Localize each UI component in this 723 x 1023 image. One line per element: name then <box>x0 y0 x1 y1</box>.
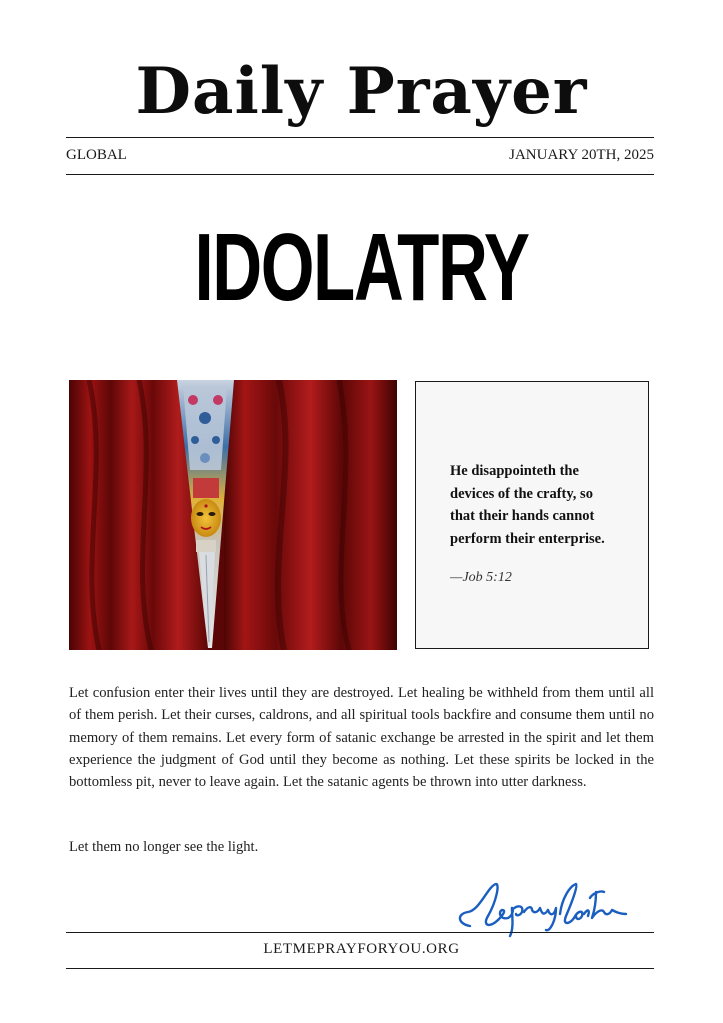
prayer-paragraph: Let confusion enter their lives until they are destroyed. Let healing be withheld from them until all of them perish. Let their curses, caldrons, and all spiritual tools backfire and consume them until no memory of them remains. Let every form of satanic exchange be arrested in the spirit and let them experience the judgment of God until they become as nothing. Let these spirits be locked in the bottomless pit, never to leave again. Let the satanic agents be thrown into utter darkness. <box>69 685 654 791</box>
masthead-title: Daily Prayer <box>135 54 588 129</box>
headline: IDOLATRY <box>194 214 529 321</box>
scripture-quote-text: He disappointeth the devices of the crafty, so that their hands cannot perform their enterprise. <box>450 463 605 547</box>
header-rule-bottom <box>66 174 654 175</box>
header-rule-top <box>66 137 654 138</box>
idol-curtain-photo <box>69 380 397 650</box>
handwritten-signature <box>450 880 630 938</box>
region-label: GLOBAL <box>66 147 127 163</box>
footer-rule-top <box>66 932 654 933</box>
date-label: JANUARY 20TH, 2025 <box>509 147 654 163</box>
footer-rule-bottom <box>66 968 654 969</box>
prayer-closing-line: Let them no longer see the light. <box>69 839 259 855</box>
scripture-citation: —Job 5:12 <box>450 570 512 585</box>
footer-website: LETMEPRAYFORYOU.ORG <box>263 941 460 957</box>
scripture-quote-box <box>415 381 649 649</box>
